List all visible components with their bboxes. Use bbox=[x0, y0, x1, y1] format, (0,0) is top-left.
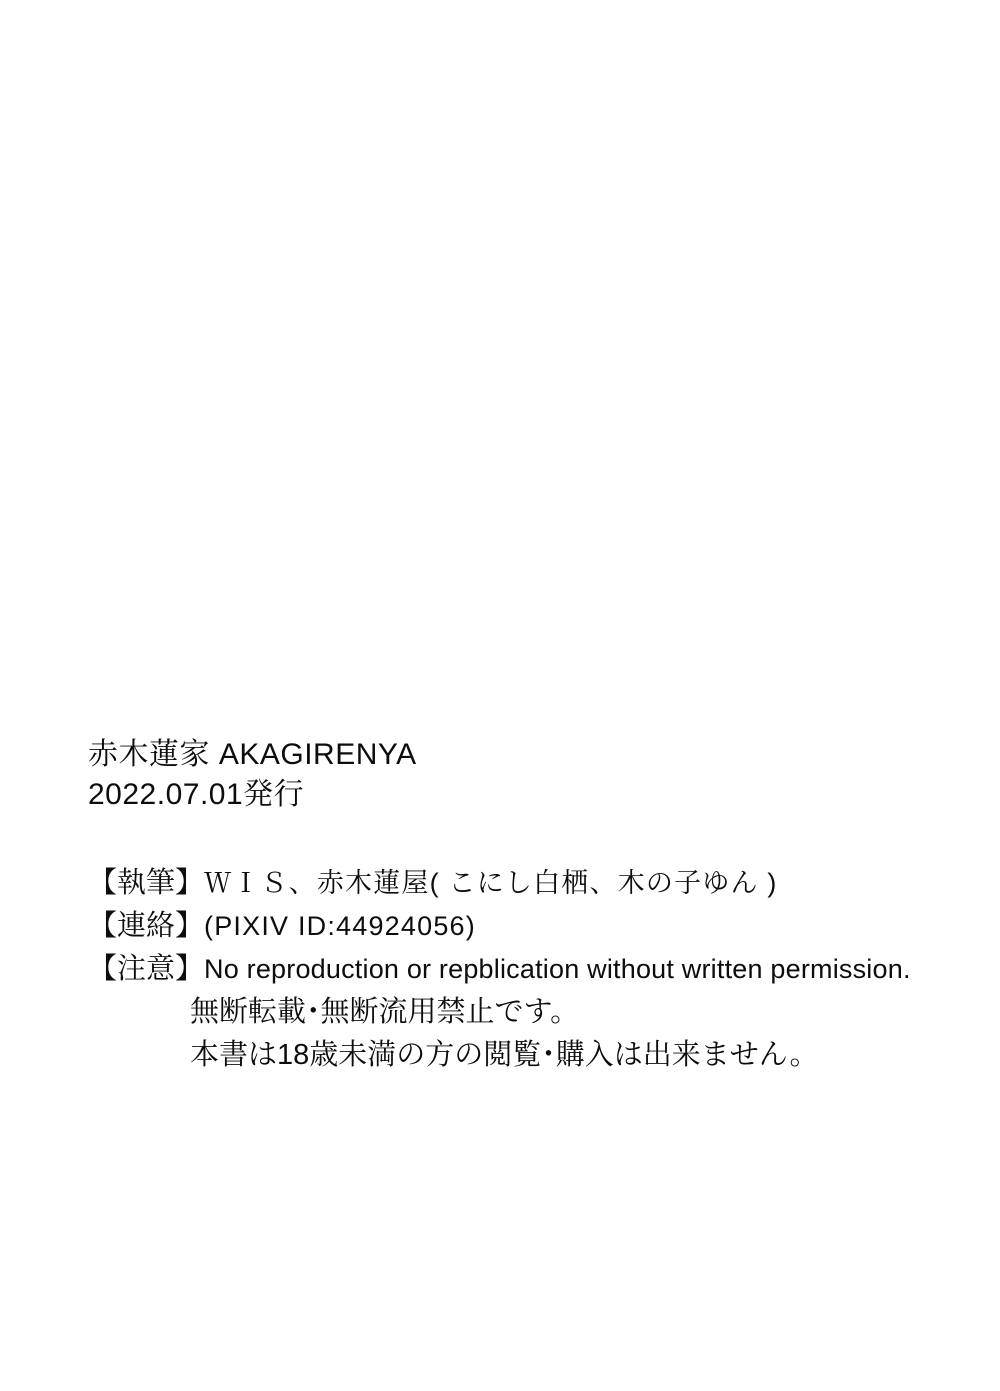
credit-row bbox=[88, 905, 968, 948]
notice-line-1: 無断転載･無断流用禁止です。 bbox=[190, 995, 580, 1028]
credit-label-author: 【執筆】 bbox=[88, 867, 205, 900]
credit-row bbox=[88, 862, 968, 905]
credit-value-notice: No reproduction or repblication without written permission. bbox=[204, 954, 911, 984]
credits-list bbox=[88, 862, 968, 1077]
credit-value-author: ＷＩＳ、赤木蓮屋( こにし白栖、木の子ゆん ) bbox=[204, 868, 778, 899]
publish-date: 2022.07.01発行 bbox=[88, 777, 305, 811]
credit-label-notice: 【注意】 bbox=[88, 953, 205, 985]
colophon-block bbox=[88, 735, 968, 1077]
notice-line-2: 本書は18歳未満の方の閲覧･購入は出来ません。 bbox=[190, 1038, 819, 1071]
credit-value-contact: (PIXIV ID:44924056) bbox=[204, 911, 476, 942]
credit-row bbox=[88, 948, 968, 991]
circle-name: 赤木蓮家 AKAGIRENYA bbox=[88, 738, 417, 771]
credit-label-contact: 【連絡】 bbox=[88, 910, 205, 943]
